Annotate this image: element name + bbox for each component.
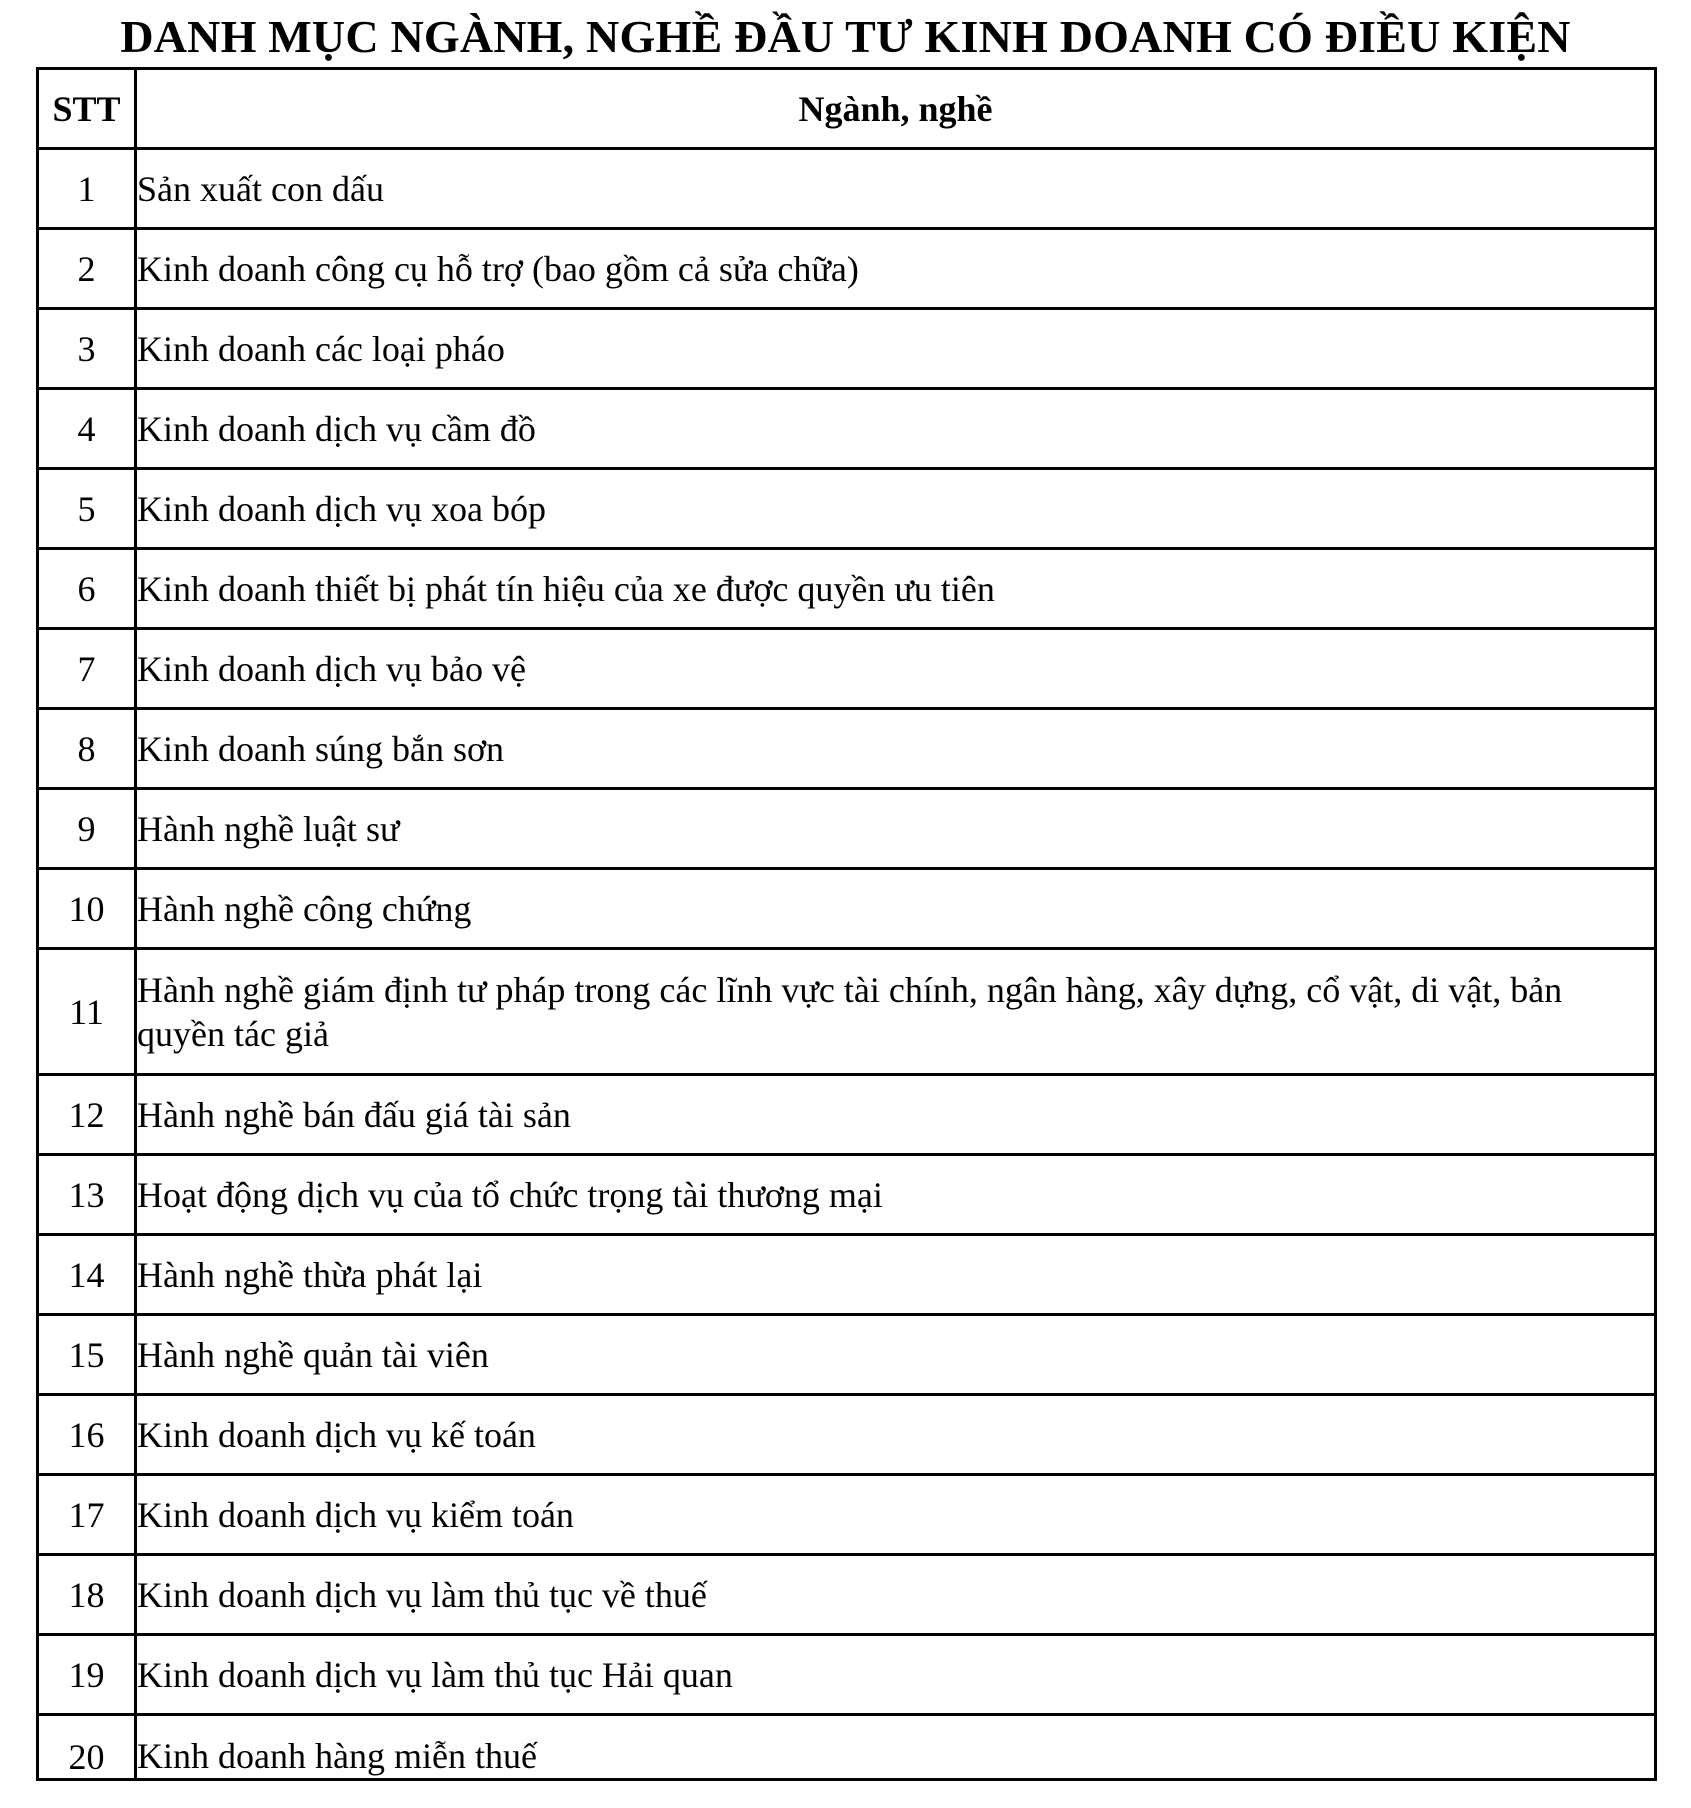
row-stt: 4: [38, 389, 136, 469]
row-name: Hành nghề giám định tư pháp trong các lĩnh vực tài chính, ngân hàng, xây dựng, cổ vật, di vật, bản quyền tác giả: [136, 949, 1656, 1075]
row-stt: 7: [38, 629, 136, 709]
table-row: [38, 949, 1656, 1075]
row-name: Kinh doanh dịch vụ cầm đồ: [136, 389, 1656, 469]
row-name: Kinh doanh dịch vụ làm thủ tục về thuế: [136, 1555, 1656, 1635]
page-title: DANH MỤC NGÀNH, NGHỀ ĐẦU TƯ KINH DOANH CÓ ĐIỀU KIỆN: [120, 11, 1571, 62]
row-name: Kinh doanh các loại pháo: [136, 309, 1656, 389]
row-stt: 14: [38, 1235, 136, 1315]
row-name: Hành nghề công chứng: [136, 869, 1656, 949]
business-list-table: [36, 67, 1657, 1781]
table-row: [38, 309, 1656, 389]
table-row: [38, 1555, 1656, 1635]
row-name: Kinh doanh súng bắn sơn: [136, 709, 1656, 789]
row-name: Kinh doanh dịch vụ kế toán: [136, 1395, 1656, 1475]
table-row: [38, 149, 1656, 229]
table-row: [38, 1395, 1656, 1475]
row-stt: 20: [38, 1715, 136, 1780]
row-name: Kinh doanh dịch vụ làm thủ tục Hải quan: [136, 1635, 1656, 1715]
table-row: [38, 1075, 1656, 1155]
table-row: [38, 229, 1656, 309]
row-name: Hành nghề bán đấu giá tài sản: [136, 1075, 1656, 1155]
row-name: Kinh doanh dịch vụ xoa bóp: [136, 469, 1656, 549]
table-header-row: [38, 69, 1656, 149]
table-row: [38, 869, 1656, 949]
table-row: [38, 709, 1656, 789]
table-row: [38, 1235, 1656, 1315]
row-name: Hoạt động dịch vụ của tổ chức trọng tài thương mại: [136, 1155, 1656, 1235]
row-stt: 8: [38, 709, 136, 789]
row-name: Kinh doanh công cụ hỗ trợ (bao gồm cả sửa chữa): [136, 229, 1656, 309]
row-name: Hành nghề luật sư: [136, 789, 1656, 869]
header-stt: STT: [38, 69, 136, 149]
row-stt: 18: [38, 1555, 136, 1635]
row-stt: 1: [38, 149, 136, 229]
row-stt: 12: [38, 1075, 136, 1155]
row-stt: 13: [38, 1155, 136, 1235]
table-row: [38, 789, 1656, 869]
row-stt: 17: [38, 1475, 136, 1555]
table-row: [38, 389, 1656, 469]
row-name: Kinh doanh thiết bị phát tín hiệu của xe được quyền ưu tiên: [136, 549, 1656, 629]
row-name: Kinh doanh dịch vụ bảo vệ: [136, 629, 1656, 709]
table-row: [38, 1475, 1656, 1555]
row-stt: 10: [38, 869, 136, 949]
table-row: [38, 549, 1656, 629]
row-stt: 19: [38, 1635, 136, 1715]
row-stt: 6: [38, 549, 136, 629]
table-row: [38, 1715, 1656, 1780]
table-row: [38, 629, 1656, 709]
table-row: [38, 1315, 1656, 1395]
row-name: Kinh doanh dịch vụ kiểm toán: [136, 1475, 1656, 1555]
row-name: Kinh doanh hàng miễn thuế: [136, 1715, 1656, 1780]
row-name: Hành nghề thừa phát lại: [136, 1235, 1656, 1315]
row-stt: 11: [38, 949, 136, 1075]
row-stt: 5: [38, 469, 136, 549]
header-name: Ngành, nghề: [136, 69, 1656, 149]
row-stt: 9: [38, 789, 136, 869]
row-stt: 2: [38, 229, 136, 309]
row-name: Hành nghề quản tài viên: [136, 1315, 1656, 1395]
table-row: [38, 1155, 1656, 1235]
row-stt: 3: [38, 309, 136, 389]
table-row: [38, 1635, 1656, 1715]
row-stt: 15: [38, 1315, 136, 1395]
row-stt: 16: [38, 1395, 136, 1475]
table-row: [38, 469, 1656, 549]
row-name: Sản xuất con dấu: [136, 149, 1656, 229]
